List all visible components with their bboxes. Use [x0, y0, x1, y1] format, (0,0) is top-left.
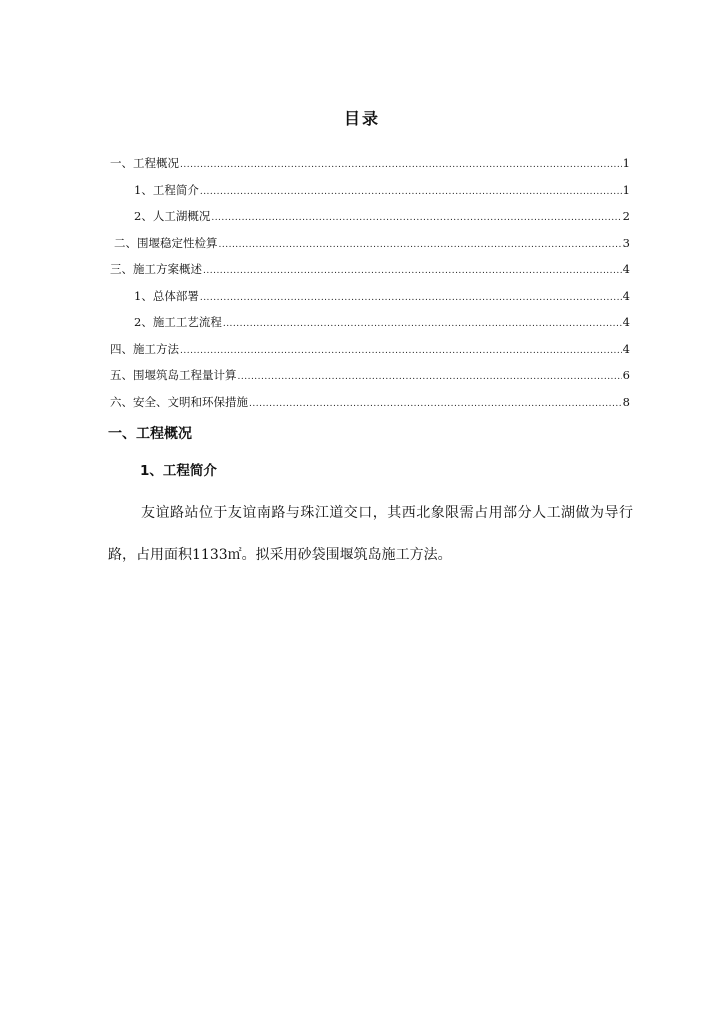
toc-leader-dots [219, 240, 622, 250]
toc-entry-label: 五、围堰筑岛工程量计算 [110, 368, 237, 382]
body-paragraph: 友谊路站位于友谊南路与珠江道交口，其西北象限需占用部分人工湖做为导行路，占用面积1133㎡。拟采用砂袋围堰筑岛施工方法。 [108, 505, 633, 563]
toc-entry[interactable] [110, 288, 630, 315]
toc-entry-label: 1、工程简介 [134, 182, 199, 197]
toc-entry[interactable] [110, 394, 630, 421]
toc-entry-label: 2、施工工艺流程 [134, 315, 222, 329]
toc-entry[interactable] [110, 341, 630, 368]
toc-entry-label: 六、安全、文明和环保措施 [110, 394, 248, 409]
toc-entry-page: 4 [622, 288, 630, 303]
toc-leader-dots [249, 399, 622, 409]
toc-leader-dots [238, 372, 622, 382]
toc-entry-label: 二、围堰稳定性检算 [114, 235, 218, 250]
toc-entry-page: 4 [622, 315, 630, 329]
toc-entry[interactable] [110, 155, 630, 182]
toc-leader-dots [203, 266, 622, 276]
subsection-heading: 1、工程简介 [140, 463, 217, 479]
toc-entry-label: 1、总体部署 [134, 288, 199, 303]
toc-entry[interactable] [110, 235, 630, 262]
toc-entry-page: 1 [622, 182, 630, 197]
section-heading: 一、工程概况 [108, 426, 192, 442]
toc-entry-label: 三、施工方案概述 [110, 262, 202, 276]
toc-entry-label: 2、人工湖概况 [134, 209, 211, 223]
toc-entry[interactable] [110, 208, 630, 235]
toc-title: 目录 [343, 109, 380, 128]
toc-entry-page: 3 [622, 235, 630, 250]
table-of-contents [110, 155, 630, 420]
toc-entry-page: 4 [622, 341, 630, 356]
toc-entry[interactable] [110, 367, 630, 394]
toc-entry-label: 一、工程概况 [110, 156, 179, 170]
toc-entry-page: 4 [622, 262, 630, 276]
toc-entry[interactable] [110, 261, 630, 288]
toc-entry-label: 四、施工方法 [110, 341, 179, 356]
toc-leader-dots [200, 187, 622, 197]
toc-entry-page: 8 [622, 394, 630, 409]
toc-leader-dots [211, 213, 621, 223]
toc-entry-page: 2 [622, 209, 630, 223]
toc-entry[interactable] [110, 314, 630, 341]
toc-leader-dots [200, 293, 622, 303]
toc-entry-page: 6 [622, 368, 630, 382]
toc-leader-dots [180, 160, 622, 170]
toc-leader-dots [223, 319, 622, 329]
toc-entry[interactable] [110, 182, 630, 209]
toc-entry-page: 1 [622, 156, 630, 170]
toc-leader-dots [180, 346, 622, 356]
